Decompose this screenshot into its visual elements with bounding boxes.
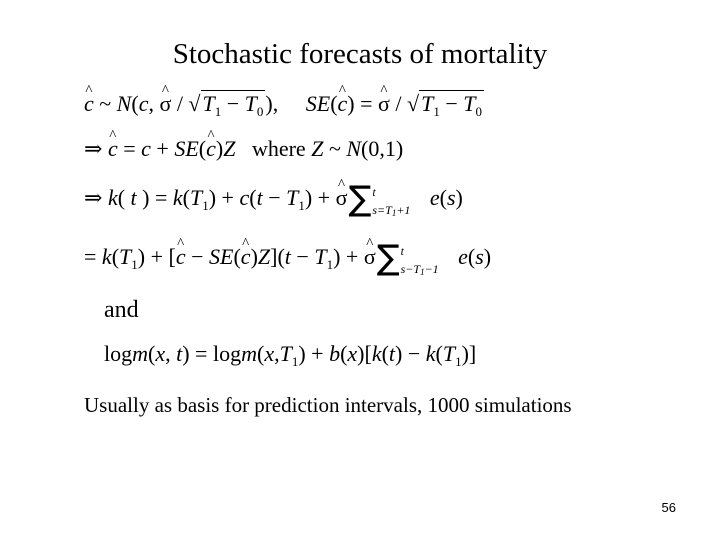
and-label: and [104,297,139,323]
equation-c-hat-simulation: ⇒ ^ c = c + SE(^ c)Z where Z ~ N(0,1) [84,135,403,163]
where-label: where [251,136,306,161]
equation-log-mortality: logm(x, $t) = \log m(x,T_1) + b(x)[k(t) - k(T_1)]$ [104,341,477,369]
body-text: Usually as basis for prediction intervals, 1000 simulations [84,393,572,417]
slide-title: Stochastic forecasts of mortality [172,38,548,70]
page-number: 56 [661,500,676,515]
equation-k-expanded: = $k(T_1)$ + [^ c − SE(^ $c)Z](t - T_1)$ + ^ σ∑ t $s-T_1-1$ e(s) [84,243,491,273]
equation-k-projection: ⇒ k( t ) = $k(T_1) + c(t - T_1)$ + ^ σ∑ t $s=T_1+1$ e(s) [84,184,463,214]
equation-c-hat-distribution: ^ c ~ N(c, ^ $\sigma / √T_1 - T_0$), SE(^ c) = ^ $\sigma / √T_1 - T_0$ [84,90,484,118]
